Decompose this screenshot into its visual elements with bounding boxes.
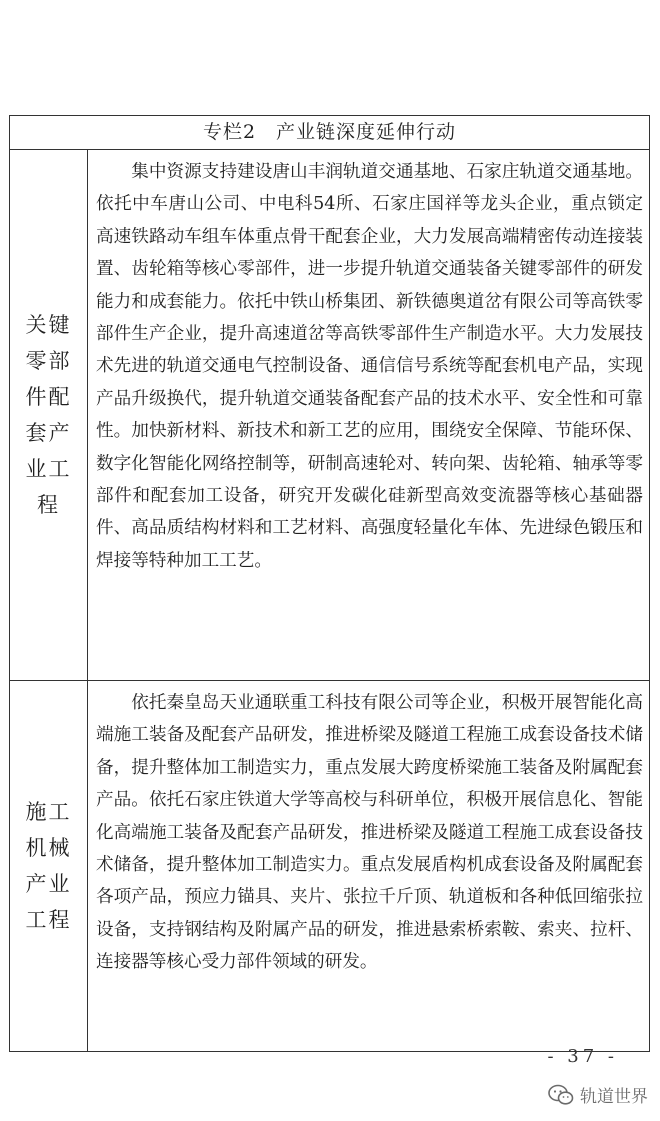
table-title: 专栏2 产业链深度延伸行动 — [10, 116, 649, 150]
wechat-icon — [548, 1084, 574, 1106]
row-label: 关键零部件配套产业工程 — [25, 313, 72, 517]
row-label-cell — [10, 150, 88, 680]
row-content: 集中资源支持建设唐山丰润轨道交通基地、石家庄轨道交通基地。依托中车唐山公司、中电科54所、石家庄国祥等龙头企业，重点锁定高速铁路动车组车体重点骨干配套企业，大力发展高端精密传动连接装置、齿轮箱等核心零部件，进一步提升轨道交通装备关键零部件的研发能力和成套能力。依托中铁山桥集团、新铁德奥道岔有限公司等高铁零部件生产企业，提升高速道岔等高铁零部件生产制造水平。大力发展技术先进的轨道交通电气控制设备、通信信号系统等配套机电产品，实现产品升级换代，提升轨道交通装备配套产品的技术水平、安全性和可靠性。加快新材料、新技术和新工艺的应用，围绕安全保障、节能环保、数字化智能化网络控制等，研制高速轮对、转向架、齿轮箱、轴承等零部件和配套加工设备，研究开发碳化硅新型高效变流器等核心基础器件、高品质结构材料和工艺材料、高强度轻量化车体、先进绿色锻压和焊接等特种加工工艺。 — [96, 162, 643, 571]
table-row — [10, 150, 649, 681]
row-label-cell — [10, 681, 88, 1051]
feature-table — [9, 115, 650, 1052]
page-number: - 37 - — [547, 1046, 618, 1067]
watermark-text: 轨道世界 — [580, 1087, 648, 1107]
watermark — [548, 1082, 648, 1107]
row-content: 依托秦皇岛天业通联重工科技有限公司等企业，积极开展智能化高端施工装备及配套产品研发，推进桥梁及隧道工程施工成套设备技术储备，提升整体加工制造实力，重点发展大跨度桥梁施工装备及附属配套产品。依托石家庄铁道大学等高校与科研单位，积极开展信息化、智能化高端施工装备及配套产品研发，推进桥梁及隧道工程施工成套设备技术储备，提升整体加工制造实力。重点发展盾构机成套设备及附属配套各项产品，预应力锚具、夹片、张拉千斤顶、轨道板和各种低回缩张拉设备，支持钢结构及附属产品的研发，推进悬索桥索鞍、索夹、拉杆、连接器等核心受力部件领域的研发。 — [96, 693, 643, 973]
table-row — [10, 681, 649, 1051]
row-label: 施工机械产业工程 — [25, 800, 72, 932]
